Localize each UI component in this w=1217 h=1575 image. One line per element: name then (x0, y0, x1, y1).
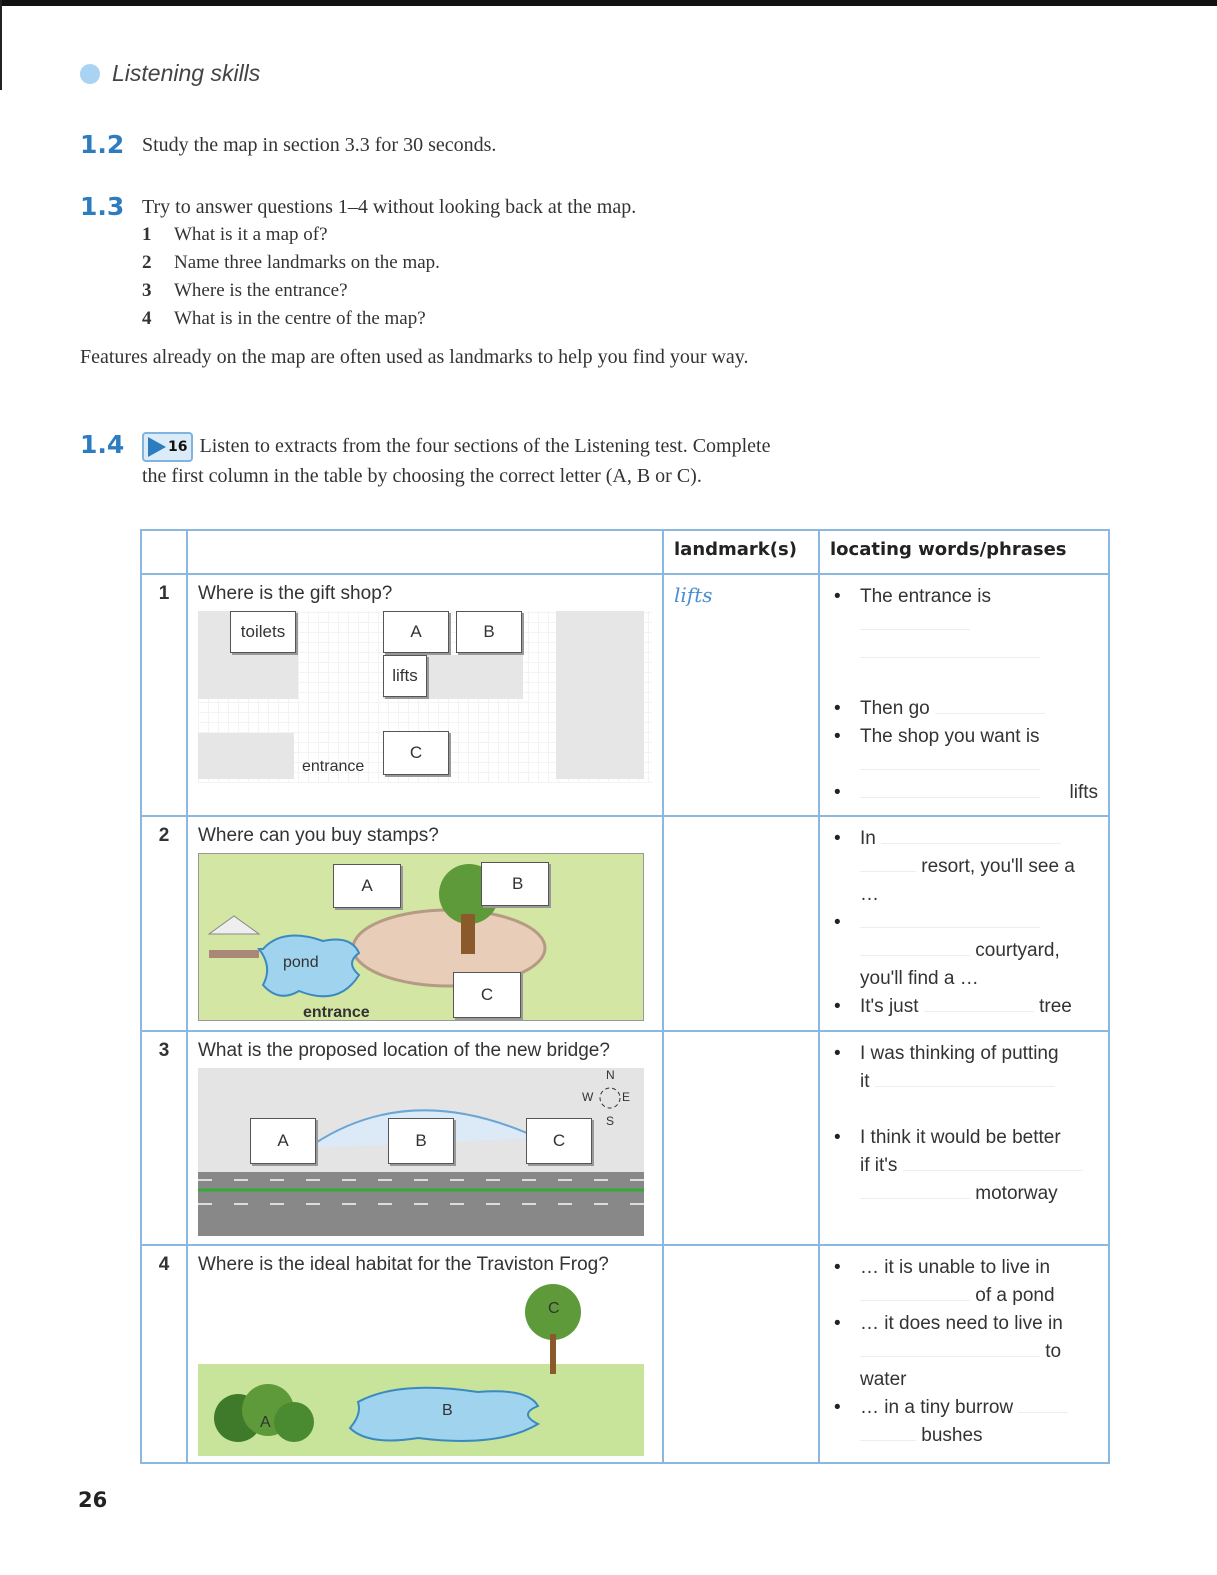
option-b: B (456, 611, 522, 653)
answer-blank (860, 1282, 970, 1301)
table-cell (819, 574, 1109, 816)
element: 16 (168, 439, 188, 456)
element: N (606, 1068, 615, 1082)
answer-blank (860, 1180, 970, 1199)
question-item (142, 277, 348, 305)
list-item (832, 825, 1098, 909)
tip-text: Features already on the map are often used as landmarks to help you find your way. (80, 346, 749, 368)
option-c: C (383, 731, 449, 775)
list-item (832, 1124, 1098, 1208)
top-border (0, 0, 1217, 6)
element (550, 1334, 556, 1374)
left-border (0, 0, 2, 90)
element (600, 1088, 620, 1108)
landmark-table (140, 529, 1110, 1464)
audio-track-button[interactable] (142, 432, 193, 462)
element: W (582, 1090, 594, 1104)
table-cell (663, 1031, 819, 1245)
element (187, 530, 663, 574)
element: The entrance is (860, 586, 991, 607)
element (832, 825, 1098, 1021)
page-number: 26 (78, 1488, 108, 1512)
list-item (832, 909, 1098, 993)
question-text: What is the proposed location of the new bridge? (198, 1040, 610, 1061)
element: • lifts (1069, 782, 1098, 803)
list-item (832, 695, 1098, 723)
element: Where is the entrance? (174, 280, 348, 301)
map-label-toilets: toilets (230, 611, 296, 653)
section-title: Listening skills (112, 60, 261, 86)
element (274, 1402, 314, 1442)
element: … (860, 884, 879, 905)
element: I think it would be better (860, 1127, 1061, 1148)
section-heading (80, 60, 260, 87)
table-cell: 2 (141, 816, 187, 1031)
map-label-entrance: entrance (303, 1004, 370, 1021)
element (141, 530, 187, 574)
answer-blank (860, 909, 1040, 928)
answer-blank (935, 695, 1045, 714)
element: it (860, 1071, 870, 1092)
question-item (142, 221, 328, 249)
exercise-instruction: Try to answer questions 1–4 without looking back at the map. (142, 196, 637, 218)
element: you'll find a … (860, 968, 979, 989)
element: resort, you'll see a (921, 856, 1075, 877)
option-b: B (442, 1402, 453, 1419)
answer-blank (860, 779, 1040, 798)
table-cell: 3 (141, 1031, 187, 1245)
habitat-map (198, 1282, 652, 1454)
answer-blank (924, 993, 1034, 1012)
answer-blank (860, 1338, 1040, 1357)
element: In (860, 828, 876, 849)
table-cell (663, 1245, 819, 1463)
map-label-pond: pond (283, 954, 319, 971)
element: … in a tiny burrow (860, 1397, 1014, 1418)
element: … it is unable to live in (860, 1257, 1051, 1278)
exercise-instruction: Study the map in section 3.3 for 30 seconds. (142, 134, 497, 156)
answer-blank (903, 1152, 1083, 1171)
question-text: Where is the ideal habitat for the Traviston Frog? (198, 1254, 609, 1275)
answer-blank (860, 611, 970, 630)
element: courtyard, (975, 940, 1060, 961)
element: 3 (142, 280, 152, 301)
element: bushes (921, 1425, 983, 1446)
option-a: A (260, 1414, 271, 1431)
map-label-entrance: entrance (302, 758, 365, 775)
question-item (142, 249, 440, 277)
floor-plan-map (198, 611, 652, 783)
element: S (606, 1114, 615, 1128)
answer-blank (860, 639, 1040, 658)
answer-blank (860, 853, 916, 872)
list-item (832, 993, 1098, 1021)
element: tree (1039, 996, 1072, 1017)
answer-blank (860, 937, 970, 956)
table-cell: 4 (141, 1245, 187, 1463)
element: E (622, 1090, 631, 1104)
table-cell (187, 816, 663, 1031)
element (461, 914, 475, 954)
element: 1 (142, 224, 152, 245)
table-cell (819, 1245, 1109, 1463)
table-cell (187, 574, 663, 816)
table-row (141, 816, 1109, 1031)
table-header (141, 530, 1109, 574)
header-landmarks: landmark(s) (663, 530, 819, 574)
element: of a pond (975, 1285, 1055, 1306)
element: What is it a map of? (174, 224, 328, 245)
option-b: B (388, 1118, 454, 1164)
element (199, 854, 645, 1022)
table-cell (663, 574, 819, 816)
header-locating-words: locating words/phrases (819, 530, 1109, 574)
element (141, 530, 1109, 1463)
option-c: C (526, 1118, 592, 1164)
table-cell (819, 816, 1109, 1031)
question-item (142, 305, 426, 333)
table-cell (187, 1245, 663, 1463)
element: Listen to extracts from the four sections of the Listening test. Complete the first column in the table by choosing the correct letter (A, B or C). (142, 435, 771, 488)
option-b: B (481, 862, 549, 906)
list-item (832, 1310, 1098, 1394)
list-item (832, 723, 1098, 779)
option-a: A (250, 1118, 316, 1164)
table-row (141, 574, 1109, 816)
element: 2 (142, 252, 152, 273)
element (209, 916, 259, 934)
list-item (832, 1096, 1098, 1124)
element: What is in the centre of the map? (174, 308, 426, 329)
option-a: A (333, 864, 401, 908)
handwritten-answer: lifts (674, 583, 713, 607)
element: Then go (860, 698, 930, 719)
table-cell (663, 816, 819, 1031)
bridge-map (198, 1068, 644, 1236)
element: if it's (860, 1155, 898, 1176)
list-item (832, 667, 1098, 695)
element: I was thinking of putting (860, 1043, 1059, 1064)
question-text: Where can you buy stamps? (198, 825, 439, 846)
question-text: Where is the gift shop? (198, 583, 393, 604)
element (198, 733, 294, 779)
element (556, 611, 644, 779)
answer-blank (881, 825, 1061, 844)
list-item (832, 779, 1098, 807)
exercise-number: 1.2 (80, 130, 125, 159)
play-icon (148, 437, 166, 457)
answer-blank (860, 1422, 916, 1441)
element: The shop you want is (860, 726, 1040, 747)
option-c: C (548, 1300, 560, 1317)
map-label-lifts: lifts (383, 655, 427, 697)
element: … it does need to live in (860, 1313, 1063, 1334)
table-cell: 1 (141, 574, 187, 816)
element (209, 950, 259, 958)
exercise-number: 1.3 (80, 192, 125, 221)
table-row (141, 1031, 1109, 1245)
list-item (832, 1040, 1098, 1096)
answer-blank (875, 1068, 1055, 1087)
element: water (860, 1369, 907, 1390)
option-a: A (383, 611, 449, 653)
element: It's just (860, 996, 919, 1017)
option-c: C (453, 972, 521, 1018)
element (832, 1254, 1098, 1450)
park-map (198, 853, 644, 1021)
table-row (141, 1245, 1109, 1463)
element: Name three landmarks on the map. (174, 252, 440, 273)
bullet-icon (80, 64, 100, 84)
exercise-number: 1.4 (80, 430, 125, 459)
table-cell (187, 1031, 663, 1245)
element: to (1045, 1341, 1062, 1362)
list-item (832, 583, 1098, 667)
element (832, 583, 1098, 807)
answer-blank (1018, 1394, 1068, 1413)
element: motorway (975, 1183, 1058, 1204)
list-item (832, 1254, 1098, 1310)
exercise-instruction (142, 432, 782, 490)
answer-blank (860, 751, 1040, 770)
list-item (832, 1394, 1098, 1450)
element (832, 1040, 1098, 1208)
table-cell (819, 1031, 1109, 1245)
element: 4 (142, 308, 152, 329)
